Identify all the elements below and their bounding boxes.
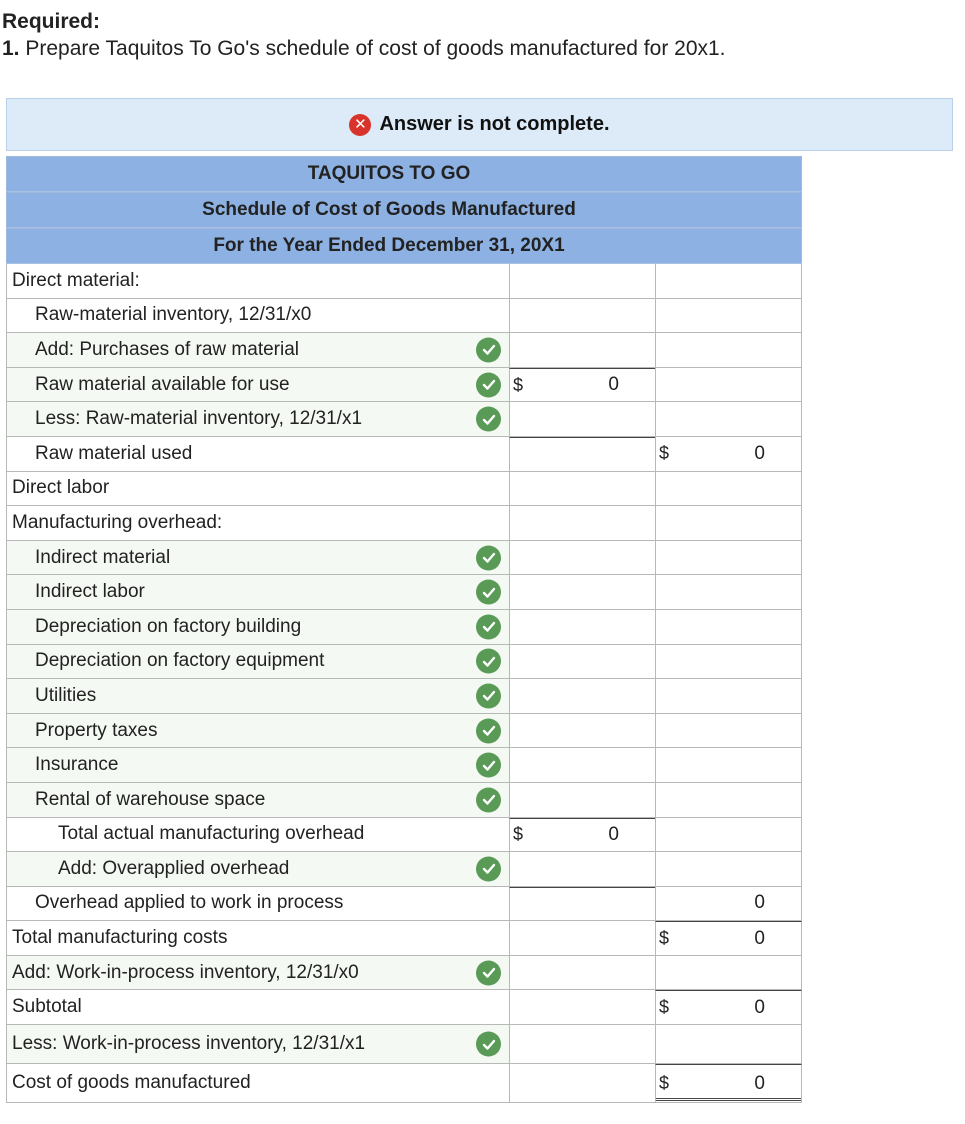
check-icon (476, 372, 501, 397)
table-row (6, 437, 802, 472)
amount-input-col1[interactable] (509, 402, 655, 436)
status-message: Answer is not complete. (379, 113, 610, 135)
amount-input-col1[interactable] (509, 887, 655, 921)
amount-input-col2[interactable] (655, 1064, 802, 1102)
currency-symbol: $ (513, 374, 524, 395)
table-row (6, 541, 802, 576)
check-icon (476, 753, 501, 778)
row-label-cell[interactable] (6, 921, 509, 955)
table-row (6, 402, 802, 437)
row-label: Raw material available for use (35, 373, 290, 395)
check-icon (476, 1032, 501, 1057)
amount-input-col1[interactable] (509, 714, 655, 748)
amount-input-col1[interactable] (509, 610, 655, 644)
amount-input-col2[interactable] (655, 368, 802, 402)
row-label: Property taxes (35, 719, 158, 741)
table-row (6, 921, 802, 956)
row-label: Cost of goods manufactured (12, 1072, 251, 1094)
table-row (6, 956, 802, 991)
amount-input-col1[interactable] (509, 1025, 655, 1063)
row-label-cell[interactable] (6, 437, 509, 471)
table-row (6, 472, 802, 507)
table-row (6, 575, 802, 610)
question-body: Prepare Taquitos To Go's schedule of cost of goods manufactured for 20x1. (25, 37, 726, 60)
amount-input-col1[interactable] (509, 437, 655, 471)
table-row (6, 1025, 802, 1064)
table-row (6, 610, 802, 645)
amount-input-col2[interactable] (655, 852, 802, 886)
table-row (6, 264, 802, 299)
amount-input-col1[interactable] (509, 645, 655, 679)
currency-symbol: $ (659, 443, 670, 464)
row-label: Overhead applied to work in process (35, 892, 344, 914)
amount-input-col1[interactable] (509, 852, 655, 886)
currency-symbol: $ (659, 997, 670, 1018)
amount-input-col1[interactable] (509, 956, 655, 990)
instructions (2, 8, 726, 62)
amount-input-col2[interactable] (655, 956, 802, 990)
row-label-cell[interactable] (6, 368, 509, 402)
check-icon (476, 960, 501, 985)
amount-input-col2[interactable] (655, 645, 802, 679)
schedule-period: For the Year Ended December 31, 20X1 (6, 228, 802, 264)
row-label-cell[interactable] (6, 852, 509, 886)
row-label: Total actual manufacturing overhead (58, 823, 365, 845)
amount-input-col1[interactable] (509, 990, 655, 1024)
row-label-cell[interactable] (6, 333, 509, 367)
amount-input-col1[interactable] (509, 506, 655, 540)
amount-input-col2[interactable] (655, 679, 802, 713)
row-label: Utilities (35, 684, 97, 706)
answer-status-banner (6, 98, 953, 151)
question-number: 1. (2, 37, 20, 60)
amount-value: 0 (608, 374, 619, 396)
amount-input-col1[interactable] (509, 1064, 655, 1102)
schedule-title: Schedule of Cost of Goods Manufactured (6, 192, 802, 228)
check-icon (476, 649, 501, 674)
row-label: Total manufacturing costs (12, 927, 228, 949)
currency-symbol: $ (659, 928, 670, 949)
row-label: Depreciation on factory equipment (35, 650, 325, 672)
row-label-cell[interactable] (6, 541, 509, 575)
row-label-cell[interactable] (6, 956, 509, 990)
check-icon (476, 337, 501, 362)
amount-input-col2[interactable] (655, 887, 802, 921)
row-label: Raw material used (35, 442, 193, 464)
amount-input-col2[interactable] (655, 818, 802, 852)
amount-input-col2[interactable] (655, 990, 802, 1024)
amount-value: 0 (608, 823, 619, 845)
row-label-cell[interactable] (6, 1064, 509, 1102)
amount-input-col1[interactable] (509, 748, 655, 782)
row-label: Direct labor (12, 477, 110, 499)
check-icon (476, 545, 501, 570)
amount-input-col1[interactable] (509, 679, 655, 713)
row-label: Insurance (35, 754, 119, 776)
amount-value: 0 (754, 1072, 765, 1094)
table-row (6, 1064, 802, 1103)
amount-input-col1[interactable] (509, 472, 655, 506)
check-icon (476, 718, 501, 743)
amount-input-col2[interactable] (655, 299, 802, 333)
amount-input-col2[interactable] (655, 333, 802, 367)
currency-symbol: $ (659, 1073, 670, 1094)
row-label: Indirect material (35, 546, 171, 568)
table-row (6, 333, 802, 368)
row-label-cell[interactable] (6, 748, 509, 782)
row-label: Manufacturing overhead: (12, 511, 223, 533)
amount-input-col1[interactable] (509, 299, 655, 333)
amount-input-col1[interactable] (509, 368, 655, 402)
row-label-cell[interactable] (6, 264, 509, 298)
amount-input-col2[interactable] (655, 402, 802, 436)
table-row (6, 887, 802, 922)
amount-value: 0 (754, 927, 765, 949)
row-label-cell[interactable] (6, 679, 509, 713)
row-label-cell[interactable] (6, 610, 509, 644)
check-icon (476, 407, 501, 432)
row-label-cell[interactable] (6, 472, 509, 506)
amount-input-col2[interactable] (655, 921, 802, 955)
row-label-cell[interactable] (6, 818, 509, 852)
amount-input-col1[interactable] (509, 575, 655, 609)
amount-value: 0 (754, 892, 765, 914)
amount-input-col1[interactable] (509, 541, 655, 575)
row-label: Depreciation on factory building (35, 615, 302, 637)
required-heading: Required: (2, 10, 101, 33)
row-label-cell[interactable] (6, 783, 509, 817)
check-icon (476, 614, 501, 639)
row-label: Add: Overapplied overhead (58, 857, 290, 879)
table-row (6, 714, 802, 749)
table-row (6, 783, 802, 818)
table-row (6, 852, 802, 887)
row-label: Subtotal (12, 996, 82, 1018)
amount-input-col1[interactable] (509, 333, 655, 367)
amount-value: 0 (754, 442, 765, 464)
schedule-company: TAQUITOS TO GO (6, 156, 802, 192)
question-text (2, 35, 726, 62)
amount-input-col2[interactable] (655, 575, 802, 609)
row-label-cell[interactable] (6, 402, 509, 436)
amount-input-col2[interactable] (655, 264, 802, 298)
check-icon (476, 683, 501, 708)
amount-input-col1[interactable] (509, 921, 655, 955)
amount-input-col2[interactable] (655, 437, 802, 471)
amount-input-col2[interactable] (655, 472, 802, 506)
amount-input-col2[interactable] (655, 1025, 802, 1063)
row-label-cell[interactable] (6, 1025, 509, 1063)
row-label: Rental of warehouse space (35, 788, 266, 810)
table-row (6, 299, 802, 334)
table-row (6, 818, 802, 853)
row-label: Less: Raw-material inventory, 12/31/x1 (35, 408, 363, 430)
row-label-cell[interactable] (6, 990, 509, 1024)
table-row (6, 506, 802, 541)
row-label: Add: Work-in-process inventory, 12/31/x0 (12, 961, 359, 983)
amount-input-col2[interactable] (655, 783, 802, 817)
check-icon (476, 787, 501, 812)
amount-input-col2[interactable] (655, 748, 802, 782)
amount-value: 0 (754, 996, 765, 1018)
amount-input-col2[interactable] (655, 506, 802, 540)
amount-input-col2[interactable] (655, 541, 802, 575)
amount-input-col1[interactable] (509, 818, 655, 852)
row-label-cell[interactable] (6, 506, 509, 540)
currency-symbol: $ (513, 824, 524, 845)
x-circle-icon: ✕ (349, 114, 371, 136)
amount-input-col1[interactable] (509, 783, 655, 817)
row-label-cell[interactable] (6, 714, 509, 748)
cogm-schedule (6, 156, 802, 1103)
row-label: Indirect labor (35, 581, 145, 603)
row-label-cell[interactable] (6, 575, 509, 609)
amount-input-col1[interactable] (509, 264, 655, 298)
check-icon (476, 580, 501, 605)
check-icon (476, 856, 501, 881)
table-row (6, 748, 802, 783)
row-label-cell[interactable] (6, 887, 509, 921)
table-row (6, 368, 802, 403)
row-label: Add: Purchases of raw material (35, 338, 300, 360)
table-row (6, 990, 802, 1025)
row-label-cell[interactable] (6, 645, 509, 679)
row-label: Direct material: (12, 269, 140, 291)
amount-input-col2[interactable] (655, 714, 802, 748)
table-row (6, 679, 802, 714)
row-label-cell[interactable] (6, 299, 509, 333)
amount-input-col2[interactable] (655, 610, 802, 644)
table-row (6, 645, 802, 680)
row-label: Less: Work-in-process inventory, 12/31/x1 (12, 1033, 366, 1055)
row-label: Raw-material inventory, 12/31/x0 (35, 304, 312, 326)
